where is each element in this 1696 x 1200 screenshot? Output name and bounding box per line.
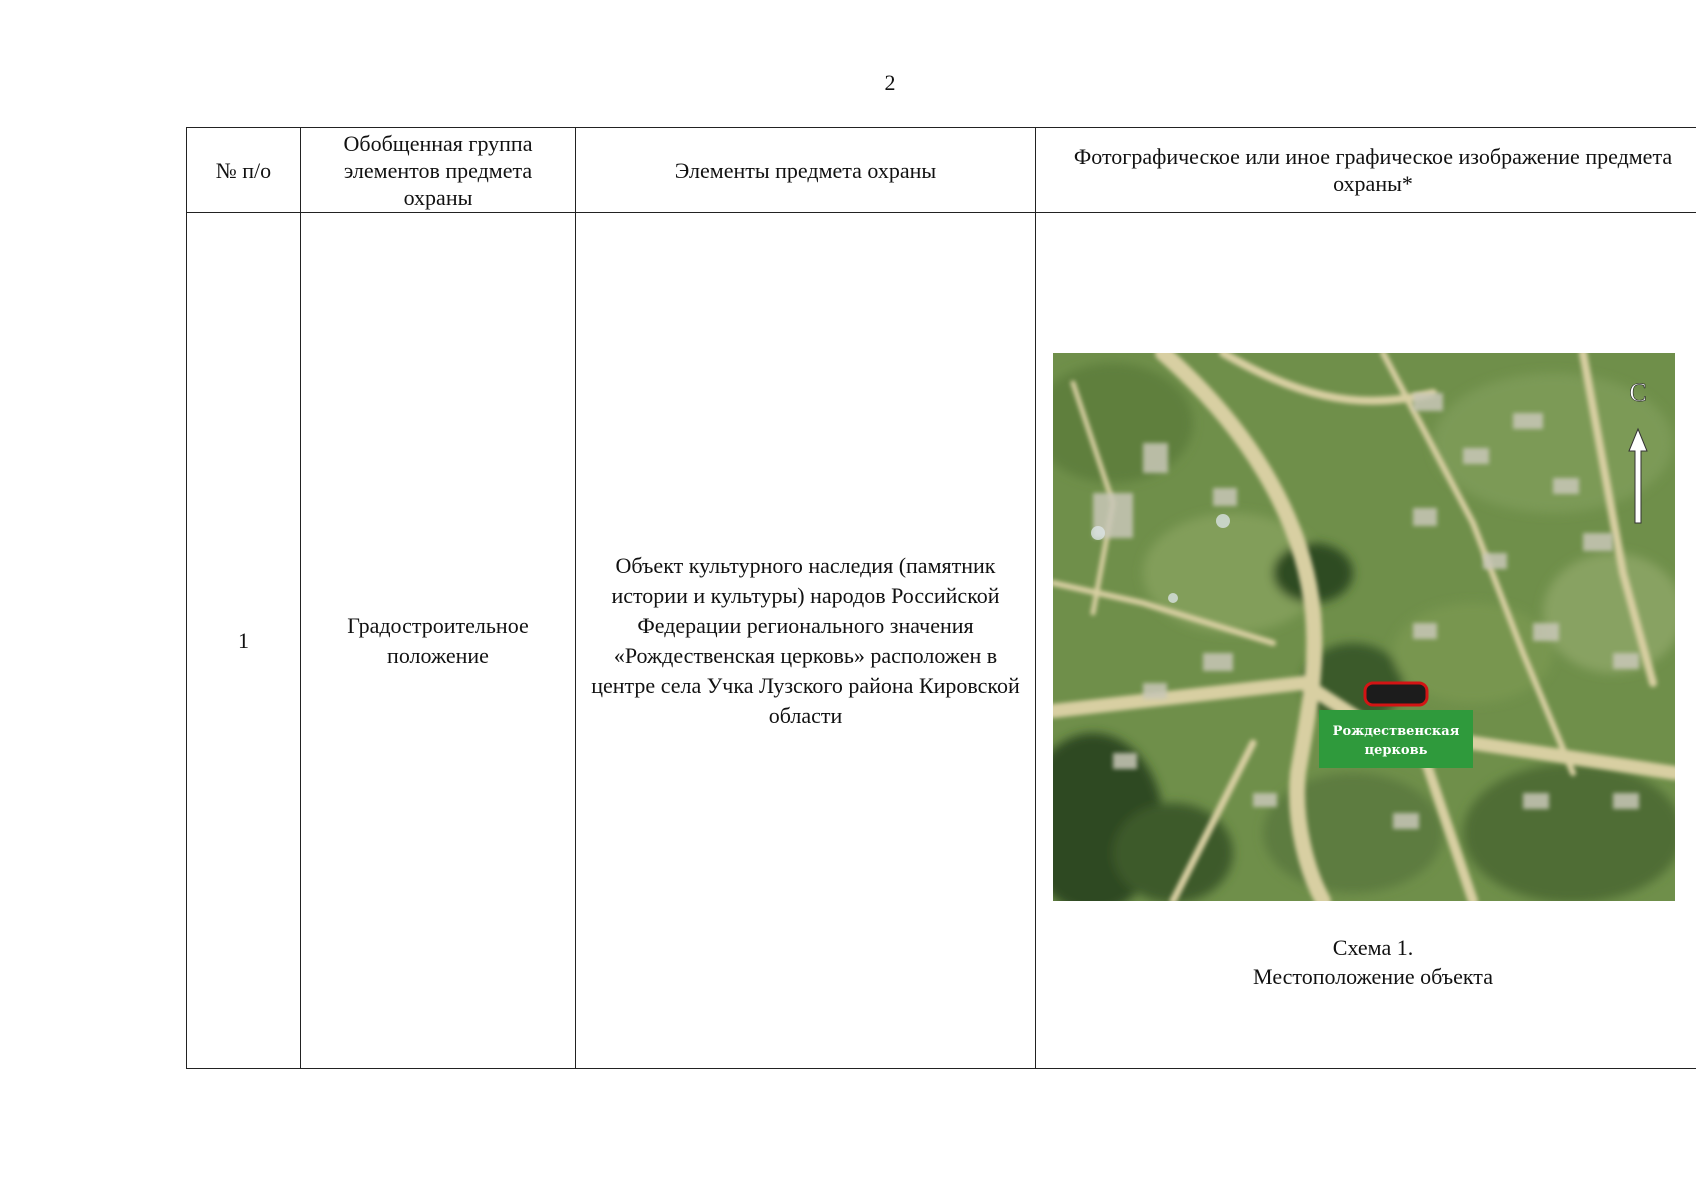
row-number: 1 xyxy=(187,213,301,1069)
row-group: Градостроительное положение xyxy=(301,213,576,1069)
north-label: С xyxy=(1629,378,1647,407)
header-group: Обобщенная группа элементов предмета охраны xyxy=(301,128,576,213)
row-elements: Объект культурного наследия (памятник истории и культуры) народов Российской Федерации регионального значения «Рождественская церковь» расположен в центре села Учка Лузского района Кировской области xyxy=(576,213,1036,1069)
figure xyxy=(1036,213,1696,1068)
church-label-line2: церковь xyxy=(1364,743,1428,758)
header-number: № п/о xyxy=(187,128,301,213)
caption-line2: Местоположение объекта xyxy=(1253,964,1493,989)
satellite-map xyxy=(1053,353,1675,901)
row-image-cell xyxy=(1036,213,1696,1069)
table-header-row xyxy=(187,128,1696,213)
protection-subject-table xyxy=(186,127,1696,1069)
table-row xyxy=(187,213,1696,1069)
church-label-line1: Рождественская xyxy=(1332,724,1460,739)
caption-line1: Схема 1. xyxy=(1332,935,1414,960)
header-image: Фотографическое или иное графическое изображение предмета охраны* xyxy=(1036,128,1696,213)
page-number: 2 xyxy=(884,70,896,95)
church-label-box xyxy=(1319,710,1473,768)
header-elements: Элементы предмета охраны xyxy=(576,128,1036,213)
figure-caption xyxy=(1036,933,1696,991)
church-highlight xyxy=(1365,683,1427,705)
